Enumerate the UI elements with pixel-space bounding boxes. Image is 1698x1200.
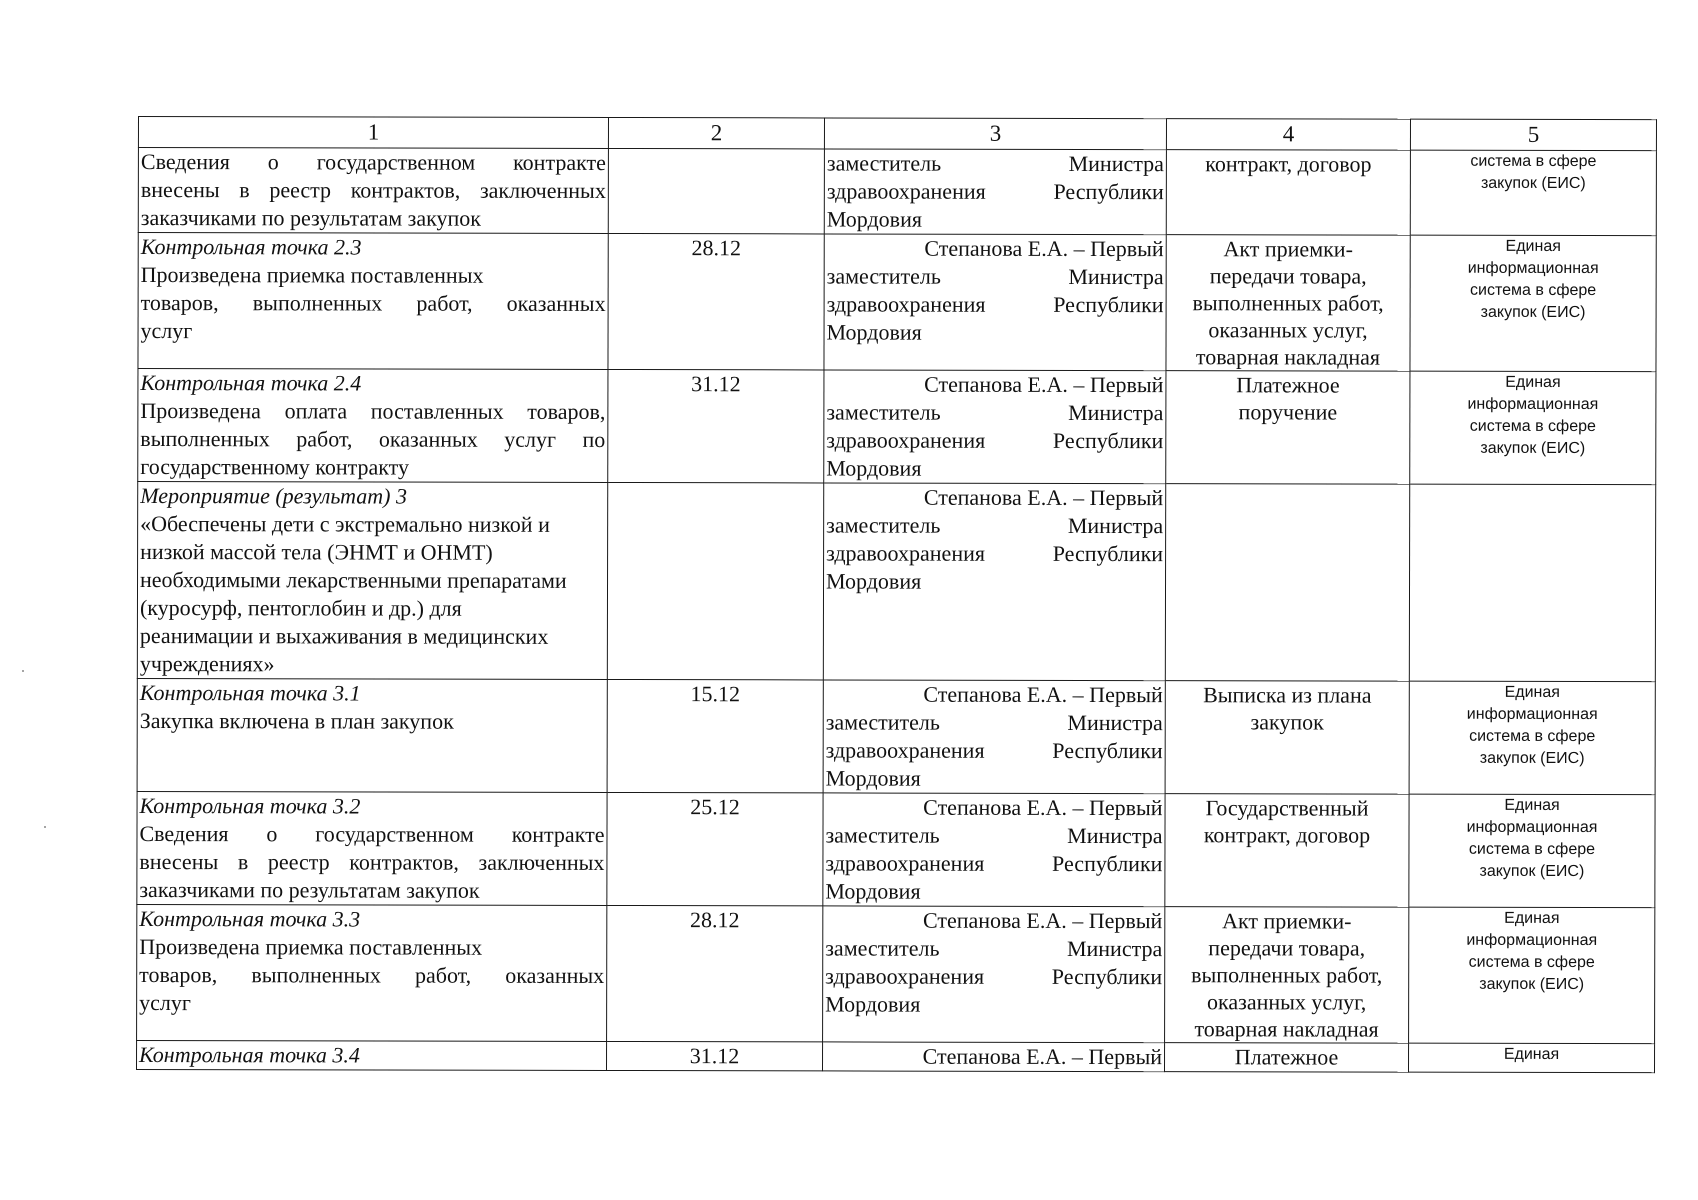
description-line: Произведена приемка поставленных: [139, 934, 483, 960]
description-line: внесены в реестр контрактов, заключенных: [139, 849, 605, 875]
column-header-2: 2: [608, 117, 824, 148]
control-point-title: Контрольная точка 3.4: [139, 1042, 360, 1068]
event-description-cell: [137, 482, 607, 680]
deadline-cell: 28.12: [608, 233, 824, 369]
responsible-line: заместитель Министра: [826, 399, 1164, 426]
deadline-cell: 15.12: [607, 679, 823, 792]
document-line: Платежное: [1236, 372, 1340, 398]
responsible-line: Мордовия: [826, 568, 922, 594]
system-line: информационная: [1466, 931, 1598, 950]
event-description-cell: [137, 904, 607, 1041]
control-point-title: Контрольная точка 3.2: [139, 793, 361, 819]
responsible-line: Мордовия: [825, 765, 921, 791]
responsible-line: здравоохранения Республики: [826, 540, 1164, 567]
responsible-line: Степанова Е.А. – Первый: [924, 371, 1164, 398]
system-line: закупок (ЕИС): [1479, 749, 1585, 768]
document-line: контракт, договор: [1203, 822, 1371, 848]
information-system-cell: [1409, 484, 1655, 682]
description-line: заказчиками по результатам закупок: [140, 205, 481, 231]
system-line: Единая: [1505, 373, 1561, 391]
system-line: закупок (ЕИС): [1479, 862, 1585, 881]
system-line: информационная: [1466, 705, 1598, 724]
information-system-cell: [1409, 907, 1655, 1044]
document-type-cell: [1165, 681, 1409, 795]
responsible-person-cell: [823, 1042, 1165, 1072]
deadline-cell: 25.12: [607, 792, 823, 905]
system-line: система в сфере: [1468, 840, 1596, 859]
table-row: [137, 678, 1655, 794]
column-header-4: 4: [1166, 119, 1410, 151]
description-line: внесены в реестр контрактов, заключенных: [140, 177, 606, 203]
document-line: Государственный: [1205, 795, 1369, 821]
description-line: товаров, выполненных работ, оказанных: [140, 290, 606, 316]
table-row: [138, 148, 1656, 236]
responsible-person-cell: [823, 793, 1165, 907]
responsible-line: Степанова Е.А. – Первый: [923, 794, 1163, 821]
deadline-cell: 31.12: [608, 369, 824, 482]
system-line: Единая: [1503, 1045, 1560, 1063]
responsible-line: Степанова Е.А. – Первый: [923, 484, 1164, 511]
deadline-cell: [608, 148, 824, 233]
description-line: товаров, выполненных работ, оказанных: [139, 962, 605, 988]
responsible-line: Степанова Е.А. – Первый: [922, 907, 1163, 934]
system-line: система в сфере: [1470, 281, 1597, 300]
information-system-cell: [1410, 371, 1656, 485]
deadline-cell: 28.12: [607, 905, 823, 1041]
responsible-line: заместитель Министра: [825, 935, 1163, 962]
scan-speck: [22, 670, 24, 672]
control-points-table: [136, 116, 1657, 1073]
document-line: Платежное: [1234, 1044, 1339, 1070]
document-line: Акт приемки-: [1223, 236, 1353, 262]
system-line: Единая: [1504, 796, 1560, 814]
document-line: Выписка из плана: [1203, 682, 1372, 708]
document-type-cell: [1165, 794, 1409, 908]
responsible-person-cell: [823, 906, 1165, 1043]
description-line: выполненных работ, оказанных услуг по: [140, 426, 606, 452]
responsible-line: здравоохранения Республики: [825, 737, 1163, 764]
description-line: Закупка включена в план закупок: [139, 708, 454, 734]
information-system-cell: [1410, 150, 1656, 236]
table-row: [137, 1040, 1655, 1072]
system-line: закупок (ЕИС): [1480, 174, 1586, 193]
description-line: Произведена приемка поставленных: [140, 262, 484, 288]
description-line: заказчиками по результатам закупок: [139, 877, 480, 903]
information-system-cell: [1409, 1043, 1655, 1073]
description-line: услуг: [140, 318, 193, 344]
document-type-cell: [1165, 484, 1409, 682]
document-line: оказанных услуг,: [1207, 989, 1367, 1015]
responsible-line: здравоохранения Республики: [825, 963, 1163, 990]
document-line: передачи товара,: [1209, 263, 1367, 289]
responsible-line: заместитель Министра: [825, 709, 1163, 736]
responsible-line: здравоохранения Республики: [826, 291, 1164, 318]
description-line: услуг: [139, 990, 191, 1016]
system-line: Единая: [1504, 909, 1560, 927]
document-type-cell: [1165, 1043, 1409, 1073]
system-line: информационная: [1467, 395, 1599, 414]
system-line: система в сфере: [1468, 953, 1595, 972]
responsible-line: заместитель Министра: [826, 263, 1164, 290]
event-description-cell: [137, 678, 607, 792]
description-line: (куросурф, пентоглобин и др.) для: [139, 595, 462, 621]
document-line: передачи товара,: [1208, 935, 1366, 961]
control-point-title: Контрольная точка 2.4: [140, 370, 362, 396]
description-line: Сведения о государственном контракте: [140, 149, 606, 175]
description-line: реанимации и выхаживания в медицинских: [139, 623, 549, 649]
document-type-cell: [1165, 907, 1409, 1044]
table-row: [137, 482, 1655, 682]
document-line: закупок: [1250, 709, 1324, 735]
control-point-title: Контрольная точка 3.1: [139, 680, 361, 706]
responsible-person-cell: [824, 234, 1166, 371]
system-line: информационная: [1466, 818, 1598, 837]
responsible-line: Степанова Е.А. – Первый: [922, 1043, 1163, 1070]
event-description-cell: [138, 369, 608, 483]
responsible-line: Мордовия: [825, 878, 921, 904]
responsible-line: Степанова Е.А. – Первый: [924, 235, 1164, 262]
responsible-person-cell: [823, 680, 1165, 794]
responsible-line: заместитель Министра: [826, 512, 1164, 539]
system-line: система в сфере: [1469, 417, 1596, 436]
table-row: [138, 233, 1656, 372]
document-line: контракт, договор: [1205, 151, 1372, 177]
responsible-line: заместитель Министра: [825, 822, 1163, 849]
deadline-cell: [607, 482, 823, 679]
table-row: [137, 791, 1655, 907]
document-line: выполненных работ,: [1191, 962, 1383, 988]
responsible-line: Мордовия: [825, 991, 921, 1017]
system-line: система в сфере: [1470, 152, 1597, 171]
event-description-cell: [137, 791, 607, 905]
description-line: государственному контракту: [140, 454, 410, 480]
description-line: необходимыми лекарственными препаратами: [140, 567, 567, 593]
control-point-title: Контрольная точка 3.3: [139, 906, 361, 932]
scan-speck: [44, 826, 46, 828]
system-line: закупок (ЕИС): [1479, 975, 1585, 994]
system-line: система в сфере: [1469, 727, 1596, 746]
system-line: закупок (ЕИС): [1480, 439, 1586, 458]
control-point-title: Контрольная точка 2.3: [140, 234, 362, 260]
description-line: Сведения о государственном контракте: [139, 821, 605, 847]
responsible-line: Мордовия: [826, 319, 922, 345]
responsible-line: здравоохранения Республики: [825, 850, 1163, 877]
table-row: [138, 369, 1656, 485]
document-line: товарная накладная: [1195, 344, 1381, 370]
information-system-cell: [1409, 681, 1655, 795]
responsible-line: заместитель Министра: [826, 150, 1164, 177]
description-line: низкой массой тела (ЭНМТ и ОНМТ): [140, 539, 493, 565]
system-line: информационная: [1467, 259, 1599, 278]
document-line: оказанных услуг,: [1208, 317, 1368, 343]
responsible-line: здравоохранения Республики: [826, 427, 1164, 454]
document-line: выполненных работ,: [1192, 290, 1384, 316]
system-line: Единая: [1505, 237, 1561, 255]
document-line: товарная накладная: [1194, 1016, 1379, 1042]
description-line: учреждениях»: [139, 651, 275, 677]
responsible-line: здравоохранения Республики: [826, 178, 1164, 205]
system-line: закупок (ЕИС): [1480, 303, 1586, 322]
document-line: Акт приемки-: [1222, 908, 1352, 934]
deadline-cell: 31.12: [607, 1041, 823, 1070]
responsible-person-cell: [824, 370, 1166, 484]
document-line: поручение: [1238, 399, 1338, 425]
responsible-person-cell: [823, 483, 1165, 681]
description-line: «Обеспечены дети с экстремально низкой и: [140, 511, 550, 537]
document-type-cell: [1166, 150, 1410, 236]
description-line: Произведена оплата поставленных товаров,: [140, 398, 606, 424]
column-header-3: 3: [824, 118, 1166, 150]
responsible-line: Мордовия: [826, 455, 922, 481]
information-system-cell: [1410, 235, 1656, 372]
responsible-person-cell: [824, 149, 1166, 235]
document-type-cell: [1166, 371, 1410, 485]
document-type-cell: [1166, 235, 1410, 372]
table-header-row: [138, 117, 1656, 151]
table-row: [137, 904, 1655, 1043]
event-description-cell: [138, 233, 608, 370]
system-line: Единая: [1504, 683, 1560, 701]
information-system-cell: [1409, 794, 1655, 908]
event-description-cell: [138, 148, 608, 234]
column-header-5: 5: [1410, 119, 1656, 151]
event-description-cell: [137, 1040, 607, 1070]
control-point-title: Мероприятие (результат) 3: [140, 483, 407, 509]
table-body: [137, 148, 1657, 1073]
column-header-1: 1: [138, 117, 608, 149]
responsible-line: Степанова Е.А. – Первый: [923, 681, 1163, 708]
responsible-line: Мордовия: [826, 206, 923, 232]
